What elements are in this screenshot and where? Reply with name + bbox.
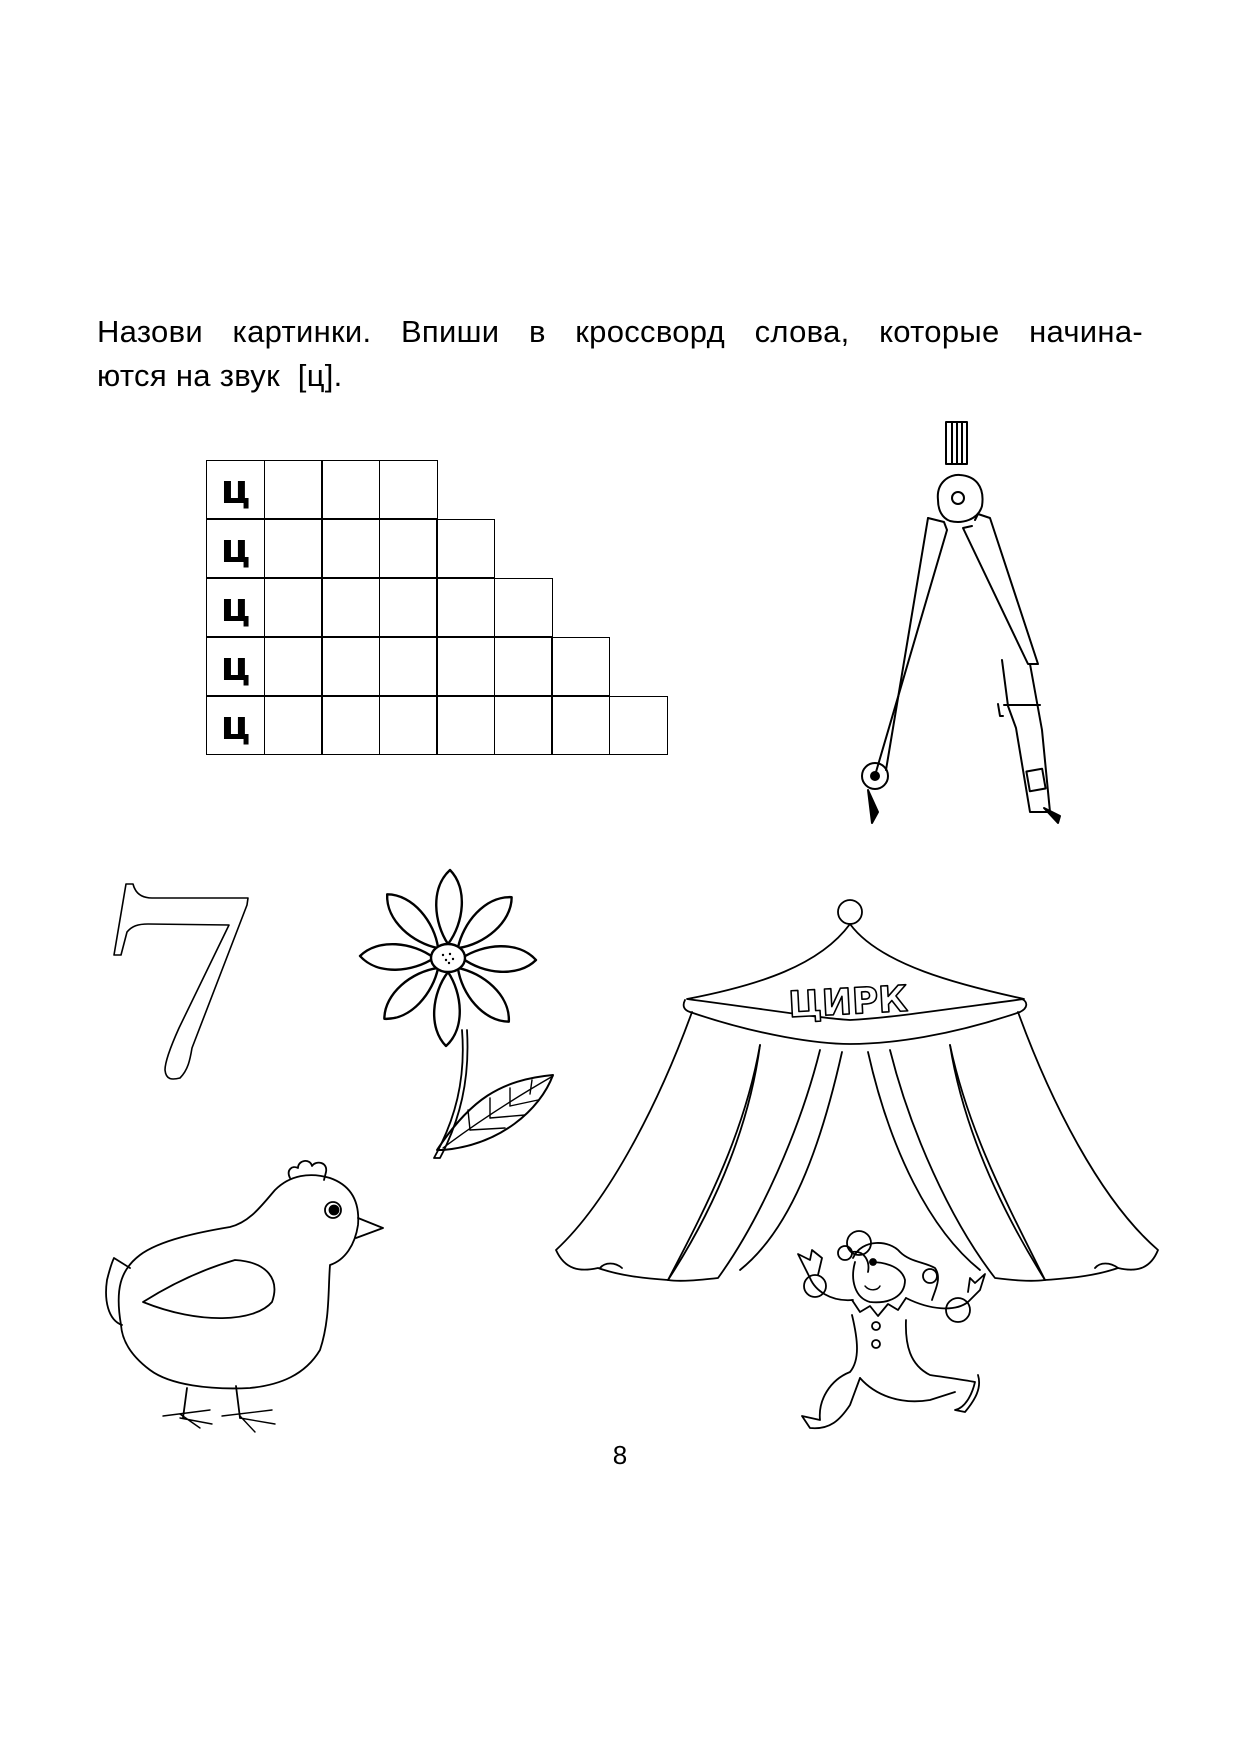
word: начина- [1029,314,1143,349]
crossword-blank-cell[interactable] [494,696,553,755]
crossword-blank-cell[interactable] [321,519,380,578]
crossword-blank-cell[interactable] [321,696,380,755]
circus-sign-text: ЦИРК [787,978,909,1027]
word: которые [879,314,1000,349]
word: Назови [97,314,203,349]
crossword-blank-cell[interactable] [379,696,438,755]
chick-picture [106,1161,383,1432]
crossword-blank-cell[interactable] [379,637,438,696]
page-number: 8 [612,1440,628,1470]
crossword-row-5 [206,696,666,755]
crossword-grid [206,460,666,755]
seven-picture [114,884,248,1079]
word: картинки. [232,314,372,349]
crossword-blank-cell[interactable] [436,519,495,578]
crossword-blank-cell[interactable] [264,696,323,755]
crossword-letter-cell: ц [206,637,265,696]
word: слова, [754,314,850,349]
crossword-row-2 [206,519,666,578]
crossword-blank-cell[interactable] [264,519,323,578]
crossword-blank-cell[interactable] [609,696,668,755]
crossword-blank-cell[interactable] [551,637,610,696]
task-instruction [97,310,1143,398]
crossword-blank-cell[interactable] [494,578,553,637]
crossword-letter-cell: ц [206,578,265,637]
crossword-blank-cell[interactable] [321,637,380,696]
crossword-blank-cell[interactable] [494,637,553,696]
flower-picture [360,870,553,1158]
circus-picture [556,900,1158,1428]
instruction-line-2: ются на звук [ц]. [97,358,343,393]
word: кроссворд [575,314,726,349]
crossword-blank-cell[interactable] [321,460,380,519]
crossword-blank-cell[interactable] [264,460,323,519]
compass-picture [862,422,1060,823]
crossword-blank-cell[interactable] [436,637,495,696]
crossword-row-3 [206,578,666,637]
crossword-letter-cell: ц [206,519,265,578]
crossword-blank-cell[interactable] [436,696,495,755]
crossword-blank-cell[interactable] [264,578,323,637]
crossword-blank-cell[interactable] [264,637,323,696]
crossword-blank-cell[interactable] [379,578,438,637]
crossword-row-4 [206,637,666,696]
crossword-blank-cell[interactable] [436,578,495,637]
word: Впиши [400,314,500,349]
word: в [528,314,546,349]
crossword-blank-cell[interactable] [379,460,438,519]
crossword-blank-cell[interactable] [551,696,610,755]
crossword-blank-cell[interactable] [321,578,380,637]
instruction-line-1 [97,310,1143,354]
crossword-letter-cell: ц [206,460,265,519]
crossword-letter-cell: ц [206,696,265,755]
crossword-row-1 [206,460,666,519]
crossword-blank-cell[interactable] [379,519,438,578]
jester-figure [798,1243,985,1428]
